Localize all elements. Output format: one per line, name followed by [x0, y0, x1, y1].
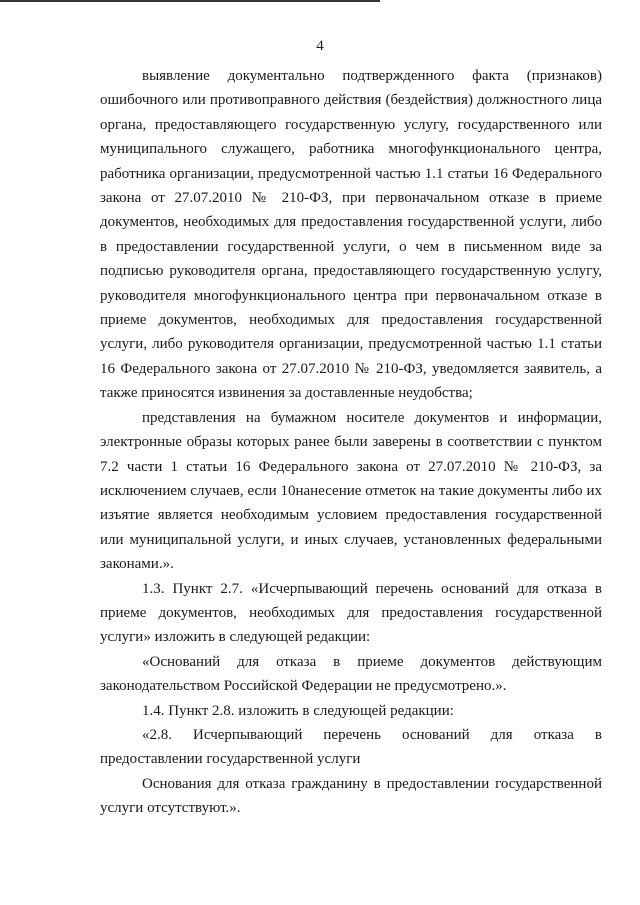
paragraph-clause-1-3: 1.3. Пункт 2.7. «Исчерпывающий перечень оснований для отказа в приеме документов, необходимых для предоставления государственной услуги» изложить в следующей редакции:	[100, 580, 602, 646]
page-number: 4	[316, 38, 324, 54]
paragraph-clause-2-8-heading: «2.8. Исчерпывающий перечень оснований для отказа в предоставлении государственной услуги	[100, 726, 602, 768]
paragraph-paper-documents: представления на бумажном носителе документов и информации, электронные образы которых ранее были заверены в соответствии с пунктом 7.2 части 1 статьи 16 Федерального закона от 27.07.2010 № 210-ФЗ, за исключением случаев, если 10нанесение отметок на такие документы либо их изъятие является необходимым условием предоставления государственной или муниципальной услуги, и иных случаев, установленных федеральными законами.».	[100, 409, 602, 573]
top-rule	[0, 0, 380, 2]
paragraph-clause-1-4: 1.4. Пункт 2.8. изложить в следующей редакции:	[142, 702, 454, 719]
paragraph-violation-detection: выявление документально подтвержденного факта (признаков) ошибочного или противоправного действия (бездействия) должностного лица органа, предоставляющего государственную услугу, государственного или муниципального служащего, работника многофункционального центра, работника организации, предусмотренной частью 1.1 статьи 16 Федерального закона от 27.07.2010 № 210-ФЗ, при первоначальном отказе в приеме документов, необходимых для предоставления государственной услуги, либо в предоставлении государственной услуги, о чем в письменном виде за подписью руководителя органа, предоставляющего государственную услугу, руководителя многофункционального центра при первоначальном отказе в приеме документов, необходимых для предоставления государственной услуги, либо руководителя организации, предусмотренной частью 1.1 статьи 16 Федерального закона от 27.07.2010 № 210-ФЗ, уведомляется заявитель, а также приносятся извинения за доставленные неудобства;	[100, 68, 602, 402]
paragraph-grounds-absent: Основания для отказа гражданину в предоставлении государственной услуги отсутствуют.».	[100, 775, 602, 817]
document-body	[100, 64, 602, 821]
paragraph-no-refusal-grounds: «Оснований для отказа в приеме документов действующим законодательством Российской Федерации не предусмотрено.».	[100, 653, 602, 695]
